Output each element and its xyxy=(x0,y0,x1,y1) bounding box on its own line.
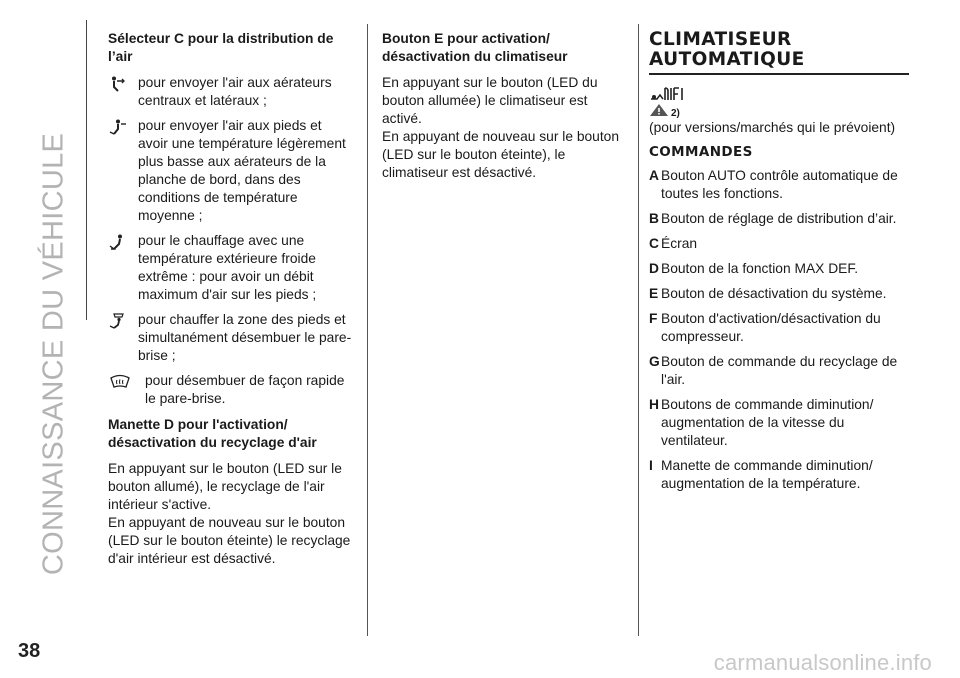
paragraph: En appuyant sur le bouton (LED sur le bouton allumé), le recyclage de l'air intérieur s'active. xyxy=(108,461,342,512)
list-item: E Bouton de désactivation du système. xyxy=(649,286,887,301)
item-letter: C xyxy=(649,236,659,251)
air-face-icon xyxy=(109,76,131,92)
list-item: D Bouton de la fonction MAX DEF. xyxy=(649,261,859,276)
warning-reference: 2) xyxy=(671,108,680,119)
list-item: H Boutons de commande diminution/ augmentation de la vitesse du ventilateur. xyxy=(649,397,874,448)
column-1 xyxy=(108,30,353,568)
chapter-title: AUTOMATIQUE xyxy=(649,49,805,70)
option-item: pour envoyer l'air aux pieds et avoir une température légèrement plus basse aux aérateurs de la planche de bord, dans des conditions de température moyenne ; xyxy=(108,117,353,225)
item-letter: D xyxy=(649,261,659,276)
windscreen-defrost-icon xyxy=(109,374,131,390)
paragraph: En appuyant de nouveau sur le bouton (LED sur le bouton éteinte) le recyclage d'air intérieur est désactivé. xyxy=(108,515,351,566)
item-letter: F xyxy=(649,311,658,326)
air-feet-icon xyxy=(109,234,131,250)
title-rule xyxy=(649,73,909,75)
subsection-heading: COMMANDES xyxy=(649,144,753,160)
paragraph: En appuyant sur le bouton (LED du bouton allumée) le climatiseur est activé. xyxy=(382,75,598,126)
page-number: 38 xyxy=(18,640,41,662)
item-letter: B xyxy=(649,211,659,226)
watermark: carmanualsonline.info xyxy=(713,650,932,675)
item-letter: G xyxy=(649,354,660,369)
item-letter: A xyxy=(649,168,659,183)
item-letter: E xyxy=(649,286,659,301)
section-heading: Bouton E pour activation/ désactivation du climatiseur xyxy=(382,31,568,64)
option-item: pour envoyer l'air aux aérateurs centraux et latéraux ; xyxy=(108,74,353,110)
section-divider xyxy=(86,20,87,320)
warning-icon xyxy=(649,103,669,122)
section-heading: Manette D pour l'activation/ désactivation du recyclage d'air xyxy=(108,417,317,450)
column-divider xyxy=(367,24,368,636)
list-item: A Bouton AUTO contrôle automatique de toutes les fonctions. xyxy=(649,168,898,201)
option-item: pour désembuer de façon rapide le pare-brise. xyxy=(108,372,353,408)
chapter-title: CLIMATISEUR xyxy=(649,29,792,50)
list-item: B Bouton de réglage de distribution d’air. xyxy=(649,211,897,226)
paragraph: En appuyant de nouveau sur le bouton (LED sur le bouton éteinte), le climatiseur est désactivé. xyxy=(382,129,620,180)
list-item: I Manette de commande diminution/ augmentation de la température. xyxy=(649,458,873,491)
list-item: C Écran xyxy=(649,236,698,251)
column-3 xyxy=(649,30,909,500)
item-letter: H xyxy=(649,397,659,412)
air-feet-windscreen-icon xyxy=(109,313,131,329)
item-letter: I xyxy=(649,458,653,473)
option-item: pour chauffer la zone des pieds et simultanément désembuer le pare-brise ; xyxy=(108,311,353,365)
column-2 xyxy=(382,30,627,182)
air-face-feet-icon xyxy=(109,119,131,135)
list-item: F Bouton d'activation/désactivation du compresseur. xyxy=(649,311,881,344)
section-heading: Sélecteur C pour la distribution de l’air xyxy=(108,31,334,64)
column-divider xyxy=(638,24,639,636)
availability-note: (pour versions/marchés qui le prévoient) xyxy=(649,120,896,135)
list-item: G Bouton de commande du recyclage de l'air. xyxy=(649,354,898,387)
option-item: pour le chauffage avec une température extérieure froide extrême : pour avoir un débit maximum d'air sur les pieds ; xyxy=(108,232,353,304)
